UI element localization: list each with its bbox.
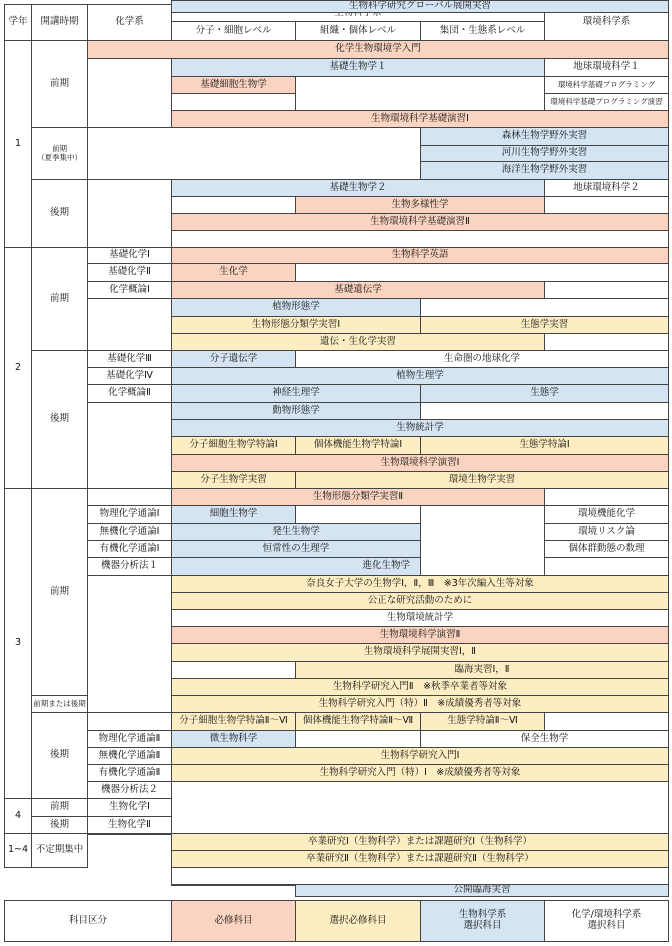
empty-cell bbox=[544, 333, 669, 351]
course-cell: 発生生物学 bbox=[171, 523, 421, 541]
year-1: 1 bbox=[4, 40, 32, 248]
period-y3-early: 前期 bbox=[31, 488, 88, 696]
legend-elective-required bbox=[295, 900, 421, 942]
course-cell: 生物科学研究入門Ⅱ ※秋季卒業者等対象 bbox=[171, 678, 669, 696]
course-cell: 基礎化学Ⅱ bbox=[87, 263, 172, 282]
period-y2-early: 前期 bbox=[31, 247, 88, 351]
empty-cell bbox=[171, 661, 296, 679]
course-cell: 保全生物学 bbox=[420, 730, 669, 748]
course-cell: 基礎生物学１ bbox=[171, 58, 545, 77]
legend-bio-elective bbox=[420, 900, 545, 942]
empty-cell bbox=[295, 76, 545, 111]
course-cell: 動物形態学 bbox=[171, 402, 421, 420]
course-cell: 基礎化学Ⅳ bbox=[87, 367, 172, 385]
course-cell: 臨海実習Ⅰ，Ⅱ bbox=[295, 661, 669, 679]
empty-cell bbox=[420, 298, 669, 317]
course-cell: 生物統計学 bbox=[171, 419, 669, 437]
empty-cell bbox=[295, 730, 421, 748]
course-cell: 有機化学通論Ⅱ bbox=[87, 764, 172, 782]
empty-cell bbox=[544, 488, 669, 506]
legend-required-text: 必修科目 bbox=[214, 914, 253, 926]
legend-chem-env-elective bbox=[544, 900, 669, 942]
course-cell: 環境リスク論 bbox=[544, 523, 669, 541]
legend-required bbox=[171, 900, 296, 942]
course-cell: 生態学実習 bbox=[420, 316, 669, 334]
year-4: 4 bbox=[4, 798, 32, 834]
empty-cell bbox=[171, 93, 296, 111]
legend-env-line1: 化学/環境科学系 bbox=[571, 909, 642, 921]
course-cell: 生物形態分類学実習Ⅱ bbox=[171, 488, 545, 506]
period-y1-late: 後期 bbox=[31, 179, 88, 248]
course-cell: 基礎遺伝学 bbox=[171, 281, 545, 299]
period-y1-summer bbox=[31, 127, 88, 180]
course-cell: 機器分析法１ bbox=[87, 557, 172, 576]
course-cell: 生物環境科学基礎演習Ⅰ bbox=[171, 110, 669, 128]
course-cell: 生態学 bbox=[420, 384, 669, 403]
empty-cell bbox=[544, 557, 669, 576]
course-cell: 環境機能化学 bbox=[544, 505, 669, 524]
course-cell: 進化生物学 bbox=[171, 557, 421, 576]
course-cell: 化学概論Ⅱ bbox=[87, 384, 172, 403]
period-y4-early: 前期 bbox=[31, 798, 88, 817]
empty-cell bbox=[87, 179, 172, 248]
year-2: 2 bbox=[4, 247, 32, 489]
header-bio-population: 集団・生態系レベル bbox=[420, 21, 545, 41]
course-cell: 生物科学研究入門（特）Ⅱ ※成績優秀者等対象 bbox=[171, 695, 669, 713]
empty-cell bbox=[87, 58, 172, 128]
period-any-intensive: 不定期集中 bbox=[31, 833, 88, 868]
period-y3-either: 前期または後期 bbox=[31, 695, 88, 713]
empty-cell bbox=[420, 505, 545, 576]
course-cell: 無機化学通論Ⅰ bbox=[87, 523, 172, 541]
course-cell: 生物化学Ⅱ bbox=[87, 816, 172, 834]
course-cell: 森林生物学野外実習 bbox=[420, 127, 669, 146]
header-bio-molecular: 分子・細胞レベル bbox=[171, 21, 296, 41]
course-cell: 恒常性の生理学 bbox=[171, 540, 421, 558]
empty-cell bbox=[420, 402, 669, 420]
course-cell: 基礎生物学２ bbox=[171, 179, 545, 197]
period-label: 前期 bbox=[52, 143, 67, 153]
course-cell: 生物環境科学演習Ⅱ bbox=[171, 626, 669, 644]
course-cell: 河川生物学野外実習 bbox=[420, 145, 669, 162]
course-cell: 地球環境科学２ bbox=[544, 179, 669, 197]
legend-bio-line2: 選択科目 bbox=[463, 920, 502, 931]
legend-title-text: 科目区分 bbox=[68, 914, 107, 926]
course-cell: 遺伝・生化学実習 bbox=[171, 333, 545, 351]
period-y2-late: 後期 bbox=[31, 350, 88, 489]
header-chem: 化学系 bbox=[87, 4, 172, 41]
course-cell: 生命圏の地球化学 bbox=[295, 350, 669, 368]
course-cell: 生物科学研究入門（特）Ⅰ ※成績優秀者等対象 bbox=[171, 764, 669, 782]
course-cell: 基礎化学Ⅰ bbox=[87, 247, 172, 264]
course-cell: 分子細胞生物学特論Ⅱ～Ⅵ bbox=[171, 712, 296, 731]
empty-cell bbox=[171, 884, 296, 886]
empty-cell bbox=[171, 781, 669, 834]
empty-cell bbox=[87, 575, 172, 713]
year-3: 3 bbox=[4, 488, 32, 799]
period-note: （夏季集中） bbox=[37, 152, 82, 162]
empty-cell bbox=[87, 833, 172, 835]
period-y3-late: 後期 bbox=[31, 712, 88, 799]
course-cell: 植物形態学 bbox=[171, 298, 421, 317]
empty-cell bbox=[544, 196, 669, 214]
course-cell: 生物環境統計学 bbox=[171, 609, 669, 627]
course-cell: 環境科学基礎プログラミング bbox=[544, 76, 669, 94]
course-cell: 物理化学通論Ⅰ bbox=[87, 505, 172, 524]
period-y4-late: 後期 bbox=[31, 816, 88, 834]
course-cell: 公開臨海実習 bbox=[295, 884, 669, 897]
empty-cell bbox=[87, 127, 421, 180]
course-cell: 生物環境科学展開実習Ⅰ，Ⅱ bbox=[171, 643, 669, 662]
header-year: 学年 bbox=[4, 4, 32, 41]
course-cell: 卒業研究Ⅰ（生物科学）または課題研究Ⅰ（生物科学） bbox=[171, 833, 669, 851]
course-cell: 生態学特論Ⅱ～Ⅵ bbox=[420, 712, 545, 731]
course-cell: 生物化学Ⅰ bbox=[87, 798, 172, 817]
course-cell: 個体機能生物学特論Ⅱ～Ⅶ bbox=[295, 712, 421, 731]
legend-bio-line1: 生物科学系 bbox=[458, 909, 507, 921]
course-cell: 環境生物学実習 bbox=[295, 471, 669, 489]
course-cell: 化学概論Ⅰ bbox=[87, 281, 172, 299]
empty-cell bbox=[171, 196, 296, 214]
empty-cell bbox=[544, 281, 669, 299]
empty-cell bbox=[171, 230, 669, 248]
course-cell: 奈良女子大学の生物学Ⅰ，Ⅱ，Ⅲ ※3年次編入生等対象 bbox=[171, 575, 669, 593]
course-cell: 分子遺伝学 bbox=[171, 350, 296, 368]
course-cell: 生物科学研究入門Ⅰ bbox=[171, 747, 669, 765]
course-cell: 基礎細胞生物学 bbox=[171, 76, 296, 94]
course-cell: 基礎化学Ⅲ bbox=[87, 350, 172, 368]
course-cell: 生態学特論Ⅰ bbox=[420, 436, 669, 455]
course-cell: 地球環境科学１ bbox=[544, 58, 669, 77]
header-bio-organism: 組織・個体レベル bbox=[295, 21, 421, 41]
course-cell: 生物科学英語 bbox=[171, 247, 669, 264]
legend-title bbox=[4, 900, 172, 942]
year-1-4: 1~4 bbox=[4, 833, 32, 868]
header-env: 環境科学系 bbox=[544, 4, 669, 41]
course-cell: 環境科学基礎プログラミング演習 bbox=[544, 93, 669, 111]
course-cell: 無機化学通論Ⅱ bbox=[87, 747, 172, 765]
empty-cell bbox=[171, 867, 669, 885]
course-cell: 個体機能生物学特論Ⅰ bbox=[295, 436, 421, 455]
course-cell: 公正な研究活動のために bbox=[171, 592, 669, 610]
course-cell: 海洋生物学野外実習 bbox=[420, 161, 669, 180]
course-cell: 生物形態分類学実習Ⅰ bbox=[171, 316, 421, 334]
period-y1-early: 前期 bbox=[31, 40, 88, 128]
course-cell: 微生物科学 bbox=[171, 730, 296, 748]
course-cell: 生物多様性学 bbox=[295, 196, 545, 214]
course-cell: 生物環境科学演習Ⅰ bbox=[171, 454, 669, 472]
empty-cell bbox=[87, 402, 172, 489]
course-cell: 細胞生物学 bbox=[171, 505, 296, 524]
empty-cell bbox=[295, 505, 421, 524]
empty-cell bbox=[87, 298, 172, 351]
legend-elective-required-text: 選択必修科目 bbox=[329, 914, 387, 926]
course-cell: 機器分析法２ bbox=[87, 781, 172, 799]
course-cell: 物理化学通論Ⅱ bbox=[87, 730, 172, 748]
legend-env-line2: 選択科目 bbox=[587, 920, 626, 931]
course-cell: 化学生物環境学入門 bbox=[87, 40, 669, 59]
course-cell: 生物科学研究グローバル展開実習 bbox=[171, 0, 669, 13]
course-cell: 卒業研究Ⅱ（生物科学）または課題研究Ⅱ（生物科学） bbox=[171, 850, 669, 868]
header-period: 開講時期 bbox=[31, 4, 88, 41]
course-cell: 有機化学通論Ⅰ bbox=[87, 540, 172, 558]
course-cell: 分子細胞生物学特論Ⅰ bbox=[171, 436, 296, 455]
course-cell: 生化学 bbox=[171, 263, 296, 282]
empty-cell bbox=[544, 712, 669, 731]
course-cell: 植物生理学 bbox=[171, 367, 669, 385]
course-cell: 生物環境科学基礎演習Ⅱ bbox=[171, 213, 669, 231]
course-cell: 神経生理学 bbox=[171, 384, 421, 403]
course-cell: 分子生物学実習 bbox=[171, 471, 296, 489]
course-cell: 個体群動態の数理 bbox=[544, 540, 669, 558]
empty-cell bbox=[295, 263, 669, 282]
